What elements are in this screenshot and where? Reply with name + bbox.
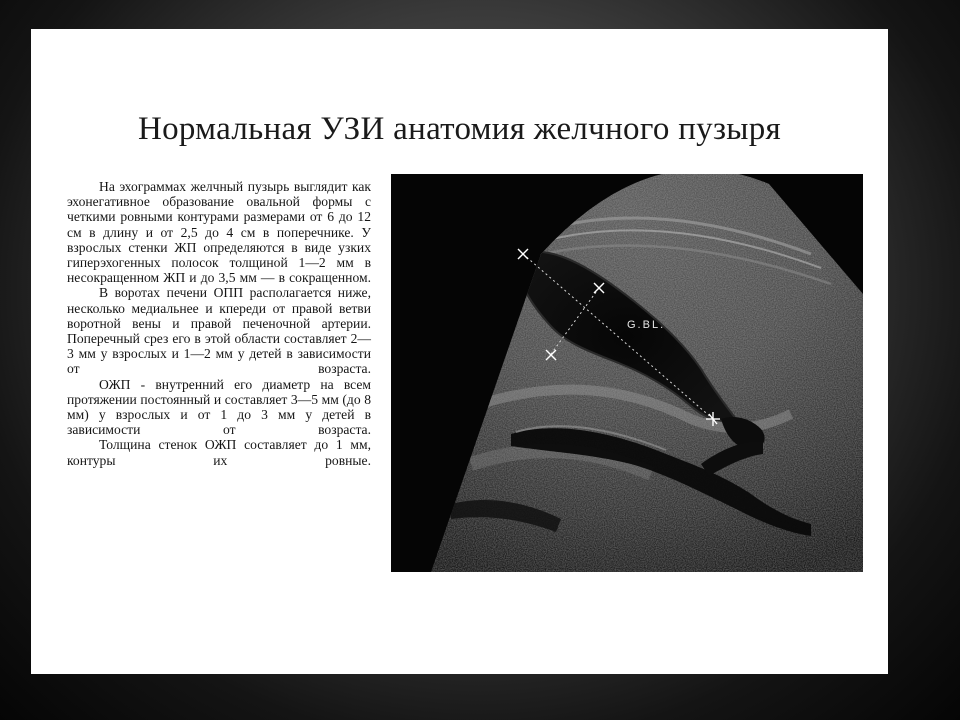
description-text [67, 179, 371, 468]
slide-title: Нормальная УЗИ анатомия желчного пузыря [137, 111, 782, 147]
slide [31, 29, 888, 674]
paragraph-duct-walls: Толщина стенок ОЖП составляет до 1 мм, контуры их ровные. [67, 437, 371, 468]
gallbladder-label: G.BL. [627, 319, 666, 331]
ultrasound-image [391, 174, 863, 572]
paragraph-common-bile-duct: ОЖП - внутренний его диаметр на всем протяжении постоянный и составляет 3—5 мм (до 8 мм) у взрослых и от 1 до 3 мм у детей в зависимости от возраста. [67, 376, 371, 438]
paragraph-hepatic-duct: В воротах печени ОПП располагается ниже, несколько медиальнее и кпереди от правой ветви воротной вены и правой печеночной артерии. Поперечный срез его в этой области составляет 2—3 мм у взрослых и 1—2 мм у детей в зависимости от возраста. [67, 285, 371, 377]
paragraph-gallbladder-shape: На эхограммах желчный пузырь выглядит как эхонегативное образование овальной формы с четкими ровными контурами размерами от 6 до 12 см в длину и от 2,5 до 4 см в поперечнике. У взрослых стенки ЖП определяются в виде узких гиперэхогенных полосок толщиной 1—2 мм в несокращенном ЖП и до 3,5 мм — в сокращенном. [67, 179, 371, 286]
